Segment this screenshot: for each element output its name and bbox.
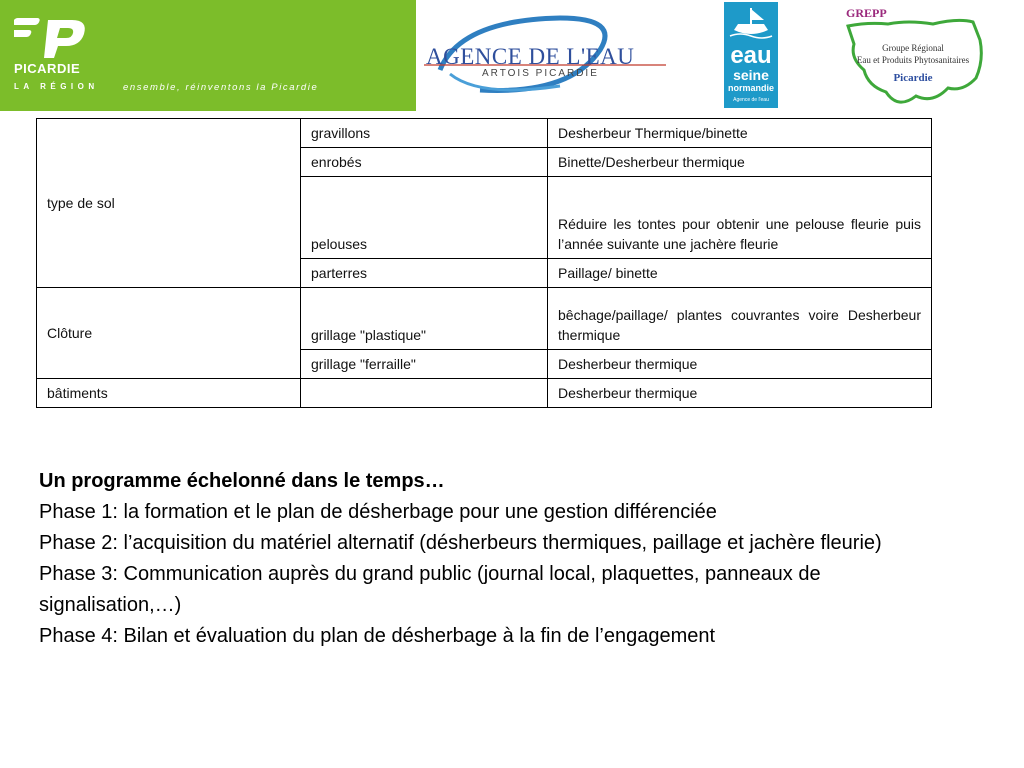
- table-row: [37, 288, 932, 350]
- method-cell: Paillage/ binette: [548, 259, 932, 288]
- method-cell: bêchage/paillage/ plantes couvrantes voire Desherbeur thermique: [548, 288, 932, 350]
- agence-title: AGENCE DE L'EAU: [426, 44, 635, 69]
- surface-cell: gravillons: [301, 119, 548, 148]
- grepp-line1: Groupe Régional: [882, 43, 944, 53]
- surface-cell: grillage "ferraille": [301, 350, 548, 379]
- method-cell: Desherbeur thermique: [548, 379, 932, 408]
- method-cell: Desherbeur thermique: [548, 350, 932, 379]
- agence-de-l-eau-small: Agence de l'eau: [733, 97, 769, 103]
- grepp-place: Picardie: [893, 72, 933, 84]
- agence-de-l-eau-logo: [420, 10, 670, 105]
- picardie-name: PICARDIE: [14, 61, 81, 76]
- grepp-name: GREPP: [846, 6, 887, 20]
- method-cell: Binette/Desherbeur thermique: [548, 148, 932, 177]
- table-row: [37, 379, 932, 408]
- phase-1: Phase 1: la formation et le plan de désherbage pour une gestion différenciée: [39, 501, 717, 523]
- normandie-word: normandie: [727, 83, 774, 93]
- eau-seine-normandie-logo: [724, 2, 778, 108]
- grepp-logo: [838, 0, 988, 112]
- picardie-emblem-icon: [14, 14, 94, 58]
- phase-3: Phase 3: Communication auprès du grand public (journal local, plaquettes, panneaux de signalisation,…): [39, 563, 821, 616]
- surface-cell: parterres: [301, 259, 548, 288]
- phase-2: Phase 2: l’acquisition du matériel alternatif (désherbeurs thermiques, paillage et jachère fleurie): [39, 532, 882, 554]
- grepp-line2: Eau et Produits Phytosanitaires: [856, 55, 970, 65]
- table-row: [37, 119, 932, 148]
- surface-cell: enrobés: [301, 148, 548, 177]
- programme-section: [39, 466, 929, 652]
- programme-heading: Un programme échelonné dans le temps…: [39, 470, 445, 492]
- category-cell: type de sol: [37, 119, 301, 288]
- picardie-region-label: LA RÉGION: [14, 82, 99, 91]
- phase-4: Phase 4: Bilan et évaluation du plan de désherbage à la fin de l’engagement: [39, 625, 716, 647]
- surface-cell: [301, 379, 548, 408]
- weeding-methods-table: [36, 118, 932, 408]
- surface-cell: pelouses: [301, 177, 548, 259]
- method-cell: Desherbeur Thermique/binette: [548, 119, 932, 148]
- seine-word: seine: [733, 67, 769, 83]
- agence-subtitle: ARTOIS PICARDIE: [482, 68, 599, 79]
- boat-icon: [724, 2, 778, 42]
- surface-cell: grillage "plastique": [301, 288, 548, 350]
- eau-word: eau: [730, 42, 772, 69]
- category-cell: Clôture: [37, 288, 301, 379]
- picardie-region-logo: [0, 0, 416, 111]
- category-cell: bâtiments: [37, 379, 301, 408]
- method-cell: Réduire les tontes pour obtenir une pelouse fleurie puis l’année suivante une jachère fleurie: [548, 177, 932, 259]
- picardie-tagline: ensemble, réinventons la Picardie: [123, 82, 319, 93]
